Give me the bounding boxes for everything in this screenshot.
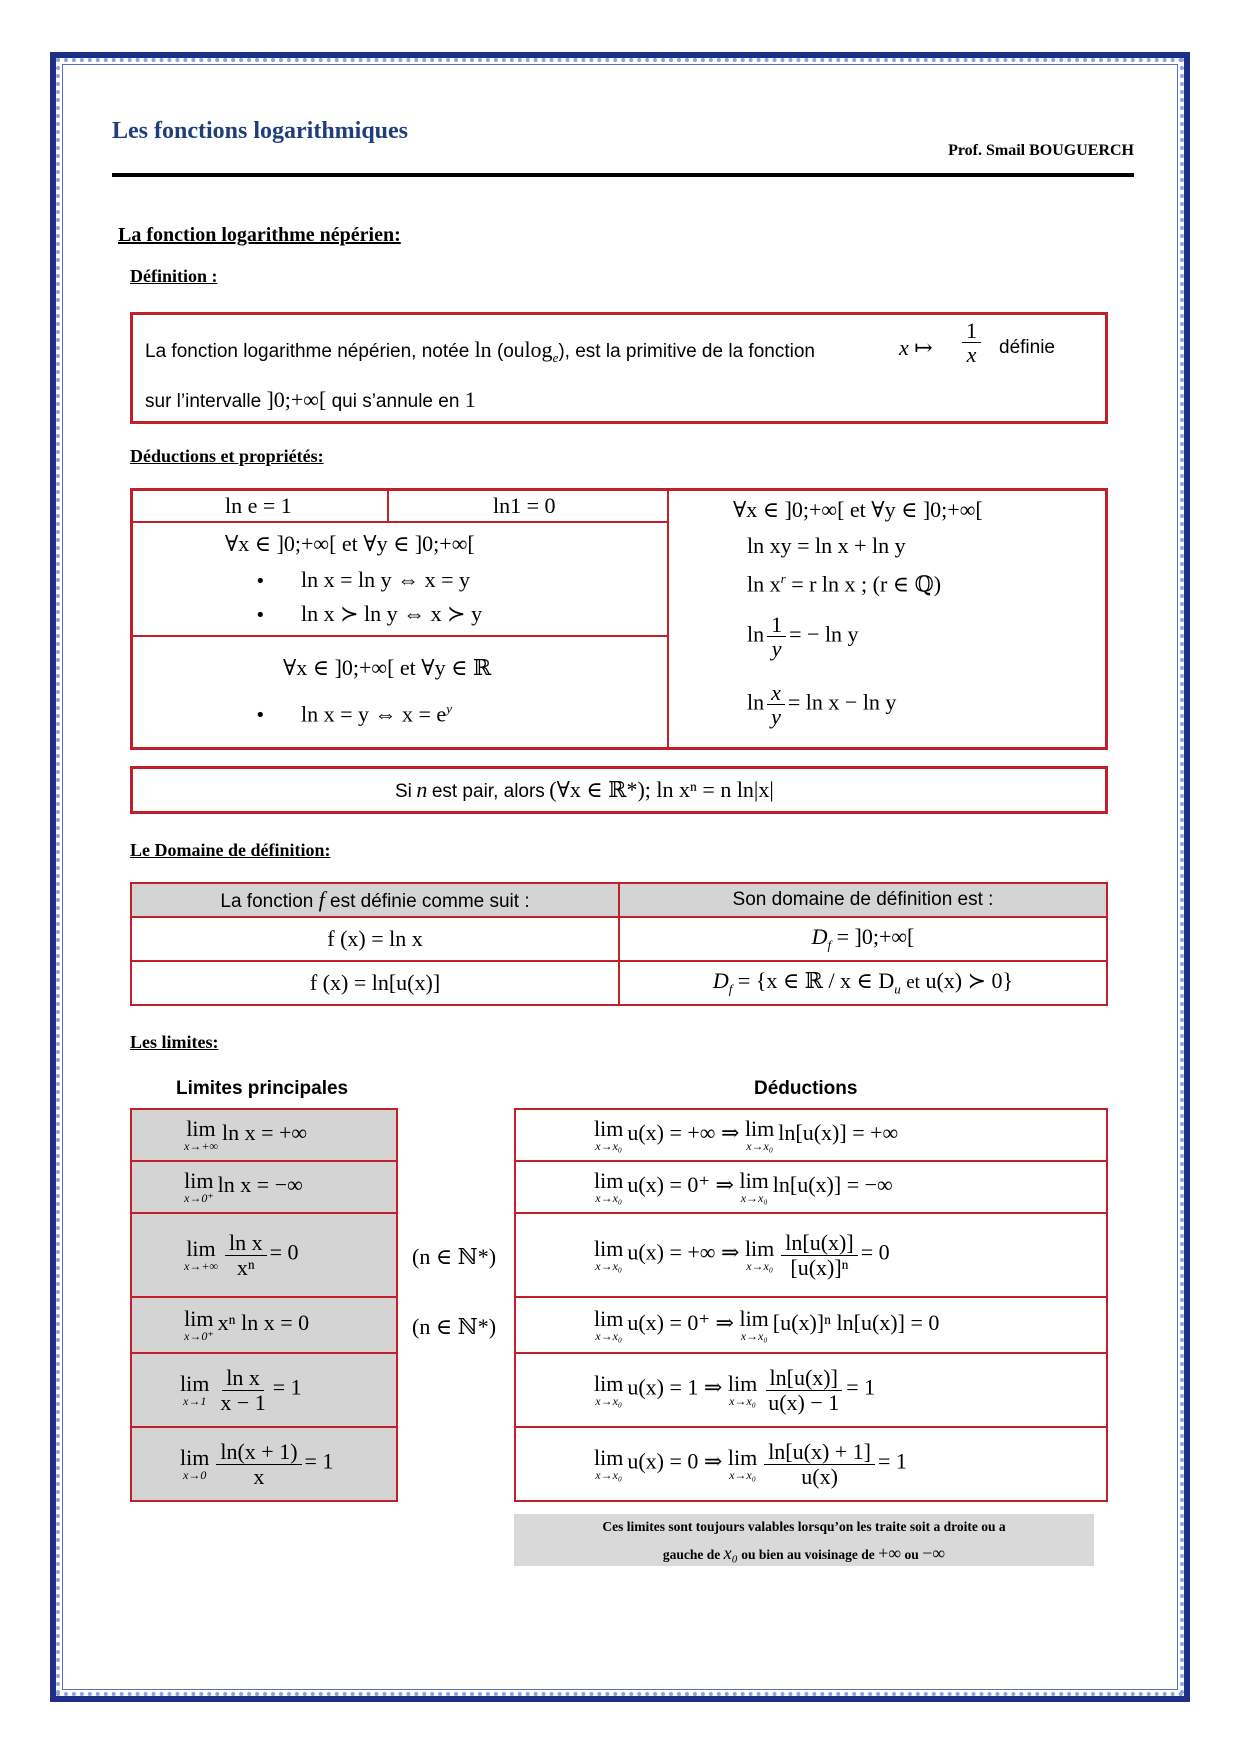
ded-lhs: u(x) = 0⁺ ⇒ [627, 1310, 734, 1336]
map-symbol [899, 335, 933, 361]
lim-word: lim [184, 1168, 214, 1193]
pair-n: n [416, 777, 428, 802]
property-quotient [747, 681, 896, 728]
definition-text-c: ), est la primitive de la fonction [558, 341, 815, 362]
note-pinf: +∞ [878, 1543, 902, 1563]
lim-expr: xⁿ ln x = 0 [217, 1310, 310, 1336]
log-base: e [552, 349, 559, 365]
definition-box [130, 312, 1108, 424]
row2-rhs-sub: u [894, 981, 901, 997]
prop3-ln: ln [747, 621, 765, 647]
row1-D: D [811, 924, 828, 950]
lim-sub: x→x₀ [595, 1139, 623, 1153]
lim-word: lim [739, 1168, 769, 1193]
row2-rhs-a: = {x ∈ ℝ / x ∈ D [737, 968, 895, 994]
definition-heading: Définition : [130, 266, 218, 286]
domain-heading: Le Domaine de définition: [130, 840, 331, 860]
row1-rhs: = ]0;+∞[ [836, 924, 915, 950]
property-inverse [747, 613, 859, 660]
lim-word: lim [594, 1116, 624, 1141]
definition-text-d: définie [999, 337, 1055, 358]
limits-heading: Les limites: [130, 1032, 219, 1052]
ded-limit-row [515, 1213, 1107, 1297]
prop2-sup: r [780, 571, 786, 586]
lim-num: ln x [225, 1231, 267, 1255]
lim-sub: x→x₀ [595, 1191, 623, 1205]
ded-rhs: ln[u(x)] = −∞ [772, 1172, 893, 1198]
lim-word: lim [594, 1445, 624, 1470]
property-order: • ln x ≻ ln y ⇔ x ≻ y [301, 601, 482, 627]
definition-text-b: (ou [496, 341, 525, 362]
deduced-limits-table [514, 1108, 1108, 1502]
lim-word: lim [744, 1116, 775, 1141]
ded-limit-row [515, 1427, 1107, 1501]
col1-b: est définie comme suit : [330, 891, 530, 912]
lim-sub: x→x₀ [595, 1468, 623, 1482]
ded-limit-5 [515, 1353, 1107, 1427]
lim-sub: x→x₀ [740, 1191, 768, 1205]
lim-expr: ln x = +∞ [221, 1120, 308, 1146]
lim-den: x − 1 [220, 1389, 266, 1415]
frac-den: x [966, 342, 977, 368]
one-over-x [959, 319, 984, 366]
ded-limit-4 [515, 1297, 1107, 1353]
ded-rhs: [u(x)]ⁿ ln[u(x)] = 0 [772, 1310, 940, 1336]
domain-row2-function: f (x) = ln[u(x)] [131, 961, 619, 1005]
main-limit-row [131, 1353, 397, 1427]
lim-word: lim [594, 1236, 624, 1261]
domain-row2-domain [619, 961, 1107, 1005]
even-power-box [130, 766, 1108, 814]
lim-word: lim [727, 1445, 758, 1470]
lim-den: xⁿ [236, 1254, 255, 1280]
row1-sub: f [827, 937, 832, 953]
ded-limit-3 [515, 1213, 1107, 1297]
note-minf: −∞ [922, 1543, 946, 1563]
lim-word: lim [184, 1306, 214, 1331]
domain-header-row [131, 883, 1107, 917]
ded-lhs: u(x) = 0 ⇒ [627, 1449, 723, 1475]
property-equality: • ln x = ln y ⇔ x = y [301, 567, 470, 593]
row2-D: D [712, 968, 729, 994]
prop3-num: 1 [767, 613, 786, 637]
main-limit-row [131, 1213, 397, 1297]
main-limit-row [131, 1427, 397, 1501]
lim-word: lim [594, 1306, 624, 1331]
ln-1: ln1 = 0 [493, 493, 556, 518]
pair-text2: est pair, alors [431, 781, 545, 802]
main-limit-5 [131, 1353, 397, 1427]
row2-rhs-b: u(x) ≻ 0} [925, 968, 1014, 994]
lim-word: lim [594, 1168, 624, 1193]
property-product: ln xy = ln x + ln y [747, 533, 906, 558]
deductions-heading: Déductions et propriétés: [130, 446, 324, 466]
lim-sub: x→+∞ [184, 1259, 218, 1273]
domain-row1-function: f (x) = ln x [131, 917, 619, 961]
limits-note [514, 1514, 1094, 1566]
interval: ]0;+∞[ [266, 387, 327, 412]
pair-text: Si [395, 781, 412, 802]
prop3-rhs: = − ln y [789, 621, 859, 647]
main-limit-row [131, 1109, 397, 1161]
main-limit-1 [131, 1109, 397, 1161]
page-title: Les fonctions logarithmiques [112, 118, 409, 144]
header-rule [112, 173, 1134, 177]
eq3-sup: y [446, 701, 452, 716]
ded-rhs: = 1 [878, 1449, 907, 1475]
domain-row-1 [131, 917, 1107, 961]
lim-sub: x→x₀ [729, 1394, 756, 1408]
prop2-b: = r ln x ; (r ∈ ℚ) [785, 571, 942, 597]
domain-row1-domain [619, 917, 1107, 961]
main-limit-2 [131, 1161, 397, 1213]
main-limit-row [131, 1297, 397, 1353]
lim-word: lim [186, 1236, 216, 1261]
ded-limit-6 [515, 1427, 1107, 1501]
note-line-1: Ces limites sont toujours valables lorsqu’on les traite soit a droite ou a [602, 1519, 1006, 1534]
main-limits-title: Limites principales [176, 1078, 349, 1099]
lim-sub: x→x₀ [595, 1329, 623, 1343]
ded-limit-row [515, 1297, 1107, 1353]
eq3-text: ln x = y ⇔ x = e [301, 701, 447, 727]
ded-limit-1 [515, 1109, 1107, 1161]
ded-limit-row [515, 1109, 1107, 1161]
lim-sub: x→0⁺ [184, 1191, 214, 1205]
ded-den: [u(x)]ⁿ [790, 1254, 849, 1280]
right-forall: ∀x ∈ ]0;+∞[ et ∀y ∈ ]0;+∞[ [733, 497, 983, 522]
lim-word: lim [594, 1371, 624, 1396]
lim-sub: x→0 [183, 1468, 207, 1482]
ded-lhs: u(x) = 0⁺ ⇒ [627, 1172, 734, 1198]
section-heading-ln: La fonction logarithme népérien: [118, 224, 401, 246]
note-ou: ou [904, 1547, 919, 1562]
note-2a: gauche de [662, 1547, 721, 1562]
prop4-den: y [771, 704, 781, 730]
ded-lhs: u(x) = +∞ ⇒ [627, 1120, 740, 1146]
divider-vertical [667, 491, 669, 747]
lim-sub: x→x₀ [740, 1329, 768, 1343]
lim-rhs: = 0 [269, 1240, 299, 1266]
main-limit-6 [131, 1427, 397, 1501]
main-limit-row [131, 1161, 397, 1213]
prop2-a: ln x [747, 571, 781, 597]
lim-word: lim [739, 1306, 769, 1331]
divider-small [387, 491, 389, 523]
ded-num: ln[u(x)] [781, 1231, 857, 1255]
condition-n-1: (n ∈ ℕ*) [412, 1244, 497, 1269]
note-2b: ou bien au voisinage de [741, 1547, 875, 1562]
lim-expr: ln x = −∞ [217, 1172, 303, 1198]
definition-line-1 [145, 337, 815, 366]
ln-e: ln e = 1 [225, 493, 292, 518]
note-line-2 [514, 1540, 1094, 1568]
ded-rhs: = 0 [860, 1240, 890, 1266]
ded-rhs: ln[u(x)] = +∞ [778, 1120, 899, 1146]
forall-xy-positive: ∀x ∈ ]0;+∞[ et ∀y ∈ ]0;+∞[ [225, 531, 475, 556]
ded-limit-row [515, 1353, 1107, 1427]
lim-num: ln(x + 1) [216, 1440, 301, 1464]
prop4-rhs: = ln x − ln y [787, 689, 897, 715]
lim-sub: x→x₀ [746, 1139, 774, 1153]
lim-word: lim [180, 1371, 210, 1396]
lim-num: ln x [222, 1366, 264, 1390]
lim-sub: x→0⁺ [184, 1329, 214, 1343]
row2-sub: f [728, 981, 733, 997]
map-text: x ↦ [899, 335, 933, 360]
divider-h2 [133, 635, 668, 637]
definition-line-2 [145, 387, 476, 413]
lim-den: x [253, 1463, 265, 1489]
property-exp [301, 701, 452, 727]
lim-sub: x→x₀ [595, 1259, 623, 1273]
property-power [747, 571, 941, 597]
lim-word: lim [186, 1116, 216, 1141]
frac-num: 1 [962, 319, 981, 343]
ded-den: u(x) [801, 1463, 838, 1489]
ded-limit-row [515, 1161, 1107, 1213]
deductions-limits-title: Déductions [754, 1078, 858, 1099]
pair-formula: (∀x ∈ ℝ*); ln xⁿ = n ln|x| [549, 777, 774, 802]
forall-x-pos-y-real: ∀x ∈ ]0;+∞[ et ∀y ∈ ℝ [283, 655, 492, 680]
col1-a: La fonction [220, 891, 314, 912]
lim-sub: x→+∞ [184, 1139, 218, 1153]
domain-table [130, 882, 1108, 1006]
main-limit-3 [131, 1213, 397, 1297]
lim-rhs: = 1 [304, 1449, 334, 1475]
domain-col-function [131, 883, 619, 917]
ded-rhs: = 1 [846, 1375, 876, 1401]
main-limits-table [130, 1108, 398, 1502]
prop4-num: x [767, 681, 785, 705]
log-symbol: log [524, 337, 553, 362]
ded-limit-2 [515, 1161, 1107, 1213]
ded-num: ln[u(x) + 1] [764, 1440, 875, 1464]
ded-lhs: u(x) = 1 ⇒ [627, 1375, 723, 1401]
definition-text-a: La fonction logarithme népérien, notée [145, 341, 470, 362]
ded-lhs: u(x) = +∞ ⇒ [627, 1240, 740, 1266]
definition-text-e: sur l’intervalle [145, 391, 262, 412]
lim-word: lim [180, 1445, 210, 1470]
main-limit-4 [131, 1297, 397, 1353]
deductions-box [130, 488, 1108, 750]
ded-den: u(x) − 1 [768, 1389, 840, 1415]
row2-et: et [906, 972, 920, 994]
lim-sub: x→x₀ [729, 1468, 756, 1482]
lim-sub: x→1 [183, 1394, 207, 1408]
one: 1 [464, 387, 476, 412]
divider-h1 [133, 521, 668, 523]
lim-word: lim [727, 1371, 758, 1396]
even-power-statement [395, 777, 774, 803]
prop4-ln: ln [747, 689, 765, 715]
ded-num: ln[u(x)] [766, 1366, 842, 1390]
lim-sub: x→x₀ [595, 1394, 623, 1408]
lim-rhs: = 1 [272, 1375, 302, 1401]
domain-col-domain: Son domaine de définition est : [619, 883, 1107, 917]
domain-row-2 [131, 961, 1107, 1005]
lim-word: lim [744, 1236, 775, 1261]
col1-f: f [318, 887, 325, 912]
condition-n-2: (n ∈ ℕ*) [412, 1314, 497, 1339]
ln-symbol: ln [474, 337, 492, 362]
definition-text-f: qui s’annule en [331, 391, 460, 412]
note-x0: x₀ [723, 1543, 738, 1563]
author-name: Prof. Smail BOUGUERCH [948, 142, 1134, 159]
lim-sub: x→x₀ [746, 1259, 774, 1273]
prop3-den: y [771, 636, 782, 662]
